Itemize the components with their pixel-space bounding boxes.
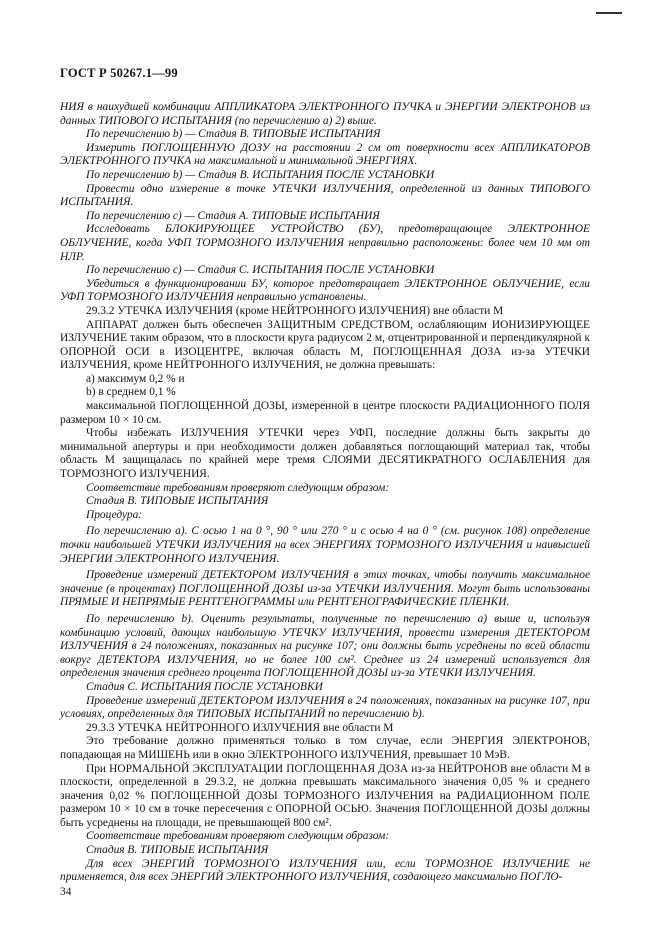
paragraph-interlock-verify: Убедиться в функционировании БУ, которое предотвращает ЭЛЕКТРОННОЕ ОБЛУЧЕНИЕ, если УФП ТОРМОЗНОГО ИЗЛУЧЕНИЯ неправильно установлены.	[60, 277, 590, 304]
paragraph-compliance-check-2: Соответствие требованиям проверяют следующим образом:	[86, 830, 390, 843]
section-heading-29-3-2: 29.3.2 УТЕЧКА ИЗЛУЧЕНИЯ (кроме НЕЙТРОННОГО ИЗЛУЧЕНИЯ) вне области М	[86, 304, 504, 317]
paragraph-compliance-check: Соответствие требованиям проверяют следующим образом:	[86, 481, 390, 494]
paragraph-procedure-a: По перечислению а). С осью 1 на 0 °, 90 ° или 270 ° и с осью 4 на 0 ° (см. рисунок 108) определение точки наибольшей УТЕЧКИ ИЗЛУЧЕНИЯ на всех ЭНЕРГИЯХ ТОРМОЗНОГО ИЗЛУЧЕНИЯ и наивысшей ЭНЕРГИИ ЭЛЕКТРОННОГО ИЗЛУЧЕНИЯ.	[60, 525, 590, 565]
paragraph-stage-a-type: По перечислению с) — Стадия А. ТИПОВЫЕ ИСПЫТАНИЯ	[86, 209, 380, 222]
paragraph-stage-c-install: По перечислению с) — Стадия С. ИСПЫТАНИЯ ПОСЛЕ УСТАНОВКИ	[86, 264, 435, 277]
paragraph-measurement-24: Проведение измерений ДЕТЕКТОРОМ ИЗЛУЧЕНИЯ в 24 положениях, показанных на рисунке 107, при условиях, определенных для ТИПОВЫХ ИСПЫТАНИЙ по перечислению b).	[60, 694, 590, 721]
top-rule	[596, 12, 622, 14]
page-body	[60, 101, 590, 885]
paragraph-shielding-requirement: АППАРАТ должен быть обеспечен ЗАЩИТНЫМ СРЕДСТВОМ, ослабляющим ИОНИЗИРУЮЩЕЕ ИЗЛУЧЕНИЕ таким образом, что в плоскости круга радиусом 2 м, отцентрированной и перпендикулярной к ОПОРНОЙ ОСИ в ИЗОЦЕНТРЕ, включая область М, ПОГЛОЩЕННАЯ ДОЗА из-за УТЕЧКИ ИЗЛУЧЕНИЯ, кроме НЕЙТРОННОГО ИЗЛУЧЕНИЯ, не должна превышать:	[60, 318, 590, 372]
paragraph-neutron-limit: При НОРМАЛЬНОЙ ЭКСПЛУАТАЦИИ ПОГЛОЩЕННАЯ ДОЗА из-за НЕЙТРОНОВ вне области М в плоскости, определенной в 29.3.2, не должна превышать максимального значения 0,05 % и среднего значения 0,02 % ПОГЛОЩЕННОЙ ДОЗЫ ТОРМОЗНОГО ИЗЛУЧЕНИЯ на РАДИАЦИОННОМ ПОЛЕ размером 10 × 10 см в точке пересечения с ОПОРНОЙ ОСЬЮ. Значения ПОГЛОЩЕННОЙ ДОЗЫ должны быть усреднены на площади, не превышающей 800 см².	[60, 762, 590, 829]
paragraph-measure-dose: Измерить ПОГЛОЩЕННУЮ ДОЗУ на расстоянии 2 см от поверхности всех АППЛИКАТОРОВ ЭЛЕКТРОННОГО ПУЧКА на максимальной и минимальной ЭНЕРГИЯХ.	[60, 141, 590, 168]
paragraph-continuation: НИЯ в наихудшей комбинации АППЛИКАТОРА ЭЛЕКТРОННОГО ПУЧКА и ЭНЕРГИИ ЭЛЕКТРОНОВ из данных ТИПОВОГО ИСПЫТАНИЯ (по перечислению а) 2) выше.	[60, 101, 590, 127]
paragraph-stage-c-install-2: Стадия С. ИСПЫТАНИЯ ПОСЛЕ УСТАНОВКИ	[86, 680, 323, 693]
paragraph-procedure-b: По перечислению b). Оценить результаты, полученные по перечислению а) выше и, используя комбинацию условий, дающих наибольшую УТЕЧКУ ИЗЛУЧЕНИЯ, провести измерения ДЕТЕКТОРОМ ИЗЛУЧЕНИЯ в 24 положениях, показанных на рисунке 107; они должны быть усреднены по всей области вокруг ДЕТЕКТОРА ИЗЛУЧЕНИЯ, но не более 100 см². Среднее из 24 измерений используется для определения значения среднего процента ПОГЛОЩЕННОЙ ДОЗЫ из-за УТЕЧКИ ИЗЛУЧЕНИЯ.	[60, 612, 590, 680]
paragraph-stage-b-install: По перечислению b) — Стадия В. ИСПЫТАНИЯ ПОСЛЕ УСТАНОВКИ	[86, 168, 435, 181]
paragraph-energies: Для всех ЭНЕРГИЙ ТОРМОЗНОГО ИЗЛУЧЕНИЯ или, если ТОРМОЗНОЕ ИЗЛУЧЕНИЕ не применяется, для всех ЭНЕРГИЙ ЭЛЕКТРОННОГО ИЗЛУЧЕНИЯ, создающего максимально ПОГЛО-	[60, 857, 590, 884]
paragraph-stage-b-type: По перечислению b) — Стадия В. ТИПОВЫЕ ИСПЫТАНИЯ	[86, 128, 381, 141]
paragraph-leakage-avoidance: Чтобы избежать ИЗЛУЧЕНИЯ УТЕЧКИ через УФП, последние должны быть закрыты до минимальной апертуры и при необходимости должен добавляться поглощающий материал так, чтобы область М защищалась по крайней мере тремя СЛОЯМИ ДЕСЯТИКРАТНОГО ОСЛАБЛЕНИЯ для ТОРМОЗНОГО ИЗЛУЧЕНИЯ.	[60, 427, 590, 481]
paragraph-single-measurement: Провести одно измерение в точке УТЕЧКИ ИЗЛУЧЕНИЯ, определенной из данных ТИПОВОГО ИСПЫТАНИЯ.	[60, 182, 590, 209]
list-item-b: b) в среднем 0,1 %	[86, 386, 176, 399]
paragraph-stage-b-type-2: Стадия В. ТИПОВЫЕ ИСПЫТАНИЯ	[86, 495, 269, 508]
paragraph-measurement-detector: Проведение измерений ДЕТЕКТОРОМ ИЗЛУЧЕНИЯ в этих точках, чтобы получить максимальное значение (в процентах) ПОГЛОЩЕННОЙ ДОЗЫ из-за УТЕЧКИ ИЗЛУЧЕНИЯ. Могут быть использованы ПРЯМЫЕ И НЕПРЯМЫЕ РЕНТГЕНОГРАММЫ или РЕНТГЕНОГРАФИЧЕСКИЕ ПЛЕНКИ.	[60, 569, 590, 609]
section-heading-29-3-3: 29.3.3 УТЕЧКА НЕЙТРОННОГО ИЗЛУЧЕНИЯ вне области М	[86, 721, 394, 734]
list-item-a: а) максимум 0,2 % и	[86, 372, 185, 385]
paragraph-max-dose: максимальной ПОГЛОЩЕННОЙ ДОЗЫ, измеренной в центре плоскости РАДИАЦИОННОГО ПОЛЯ размером 10 × 10 см.	[60, 400, 590, 426]
paragraph-interlock-check: Исследовать БЛОКИРУЮЩЕЕ УСТРОЙСТВО (БУ), предотвращающее ЭЛЕКТРОННОЕ ОБЛУЧЕНИЕ, когда УФП ТОРМОЗНОГО ИЗЛУЧЕНИЯ неправильно расположены: более чем 10 мм от НЛР.	[60, 223, 590, 263]
standard-header: ГОСТ Р 50267.1—99	[60, 66, 178, 80]
paragraph-neutron-applicability: Это требование должно применяться только в том случае, если ЭНЕРГИЯ ЭЛЕКТРОНОВ, попадающая на МИШЕНЬ или в окно ЭЛЕКТРОННОГО ИЗЛУЧЕНИЯ, превышает 10 МэВ.	[60, 735, 590, 761]
paragraph-stage-b-type-3: Стадия В. ТИПОВЫЕ ИСПЫТАНИЯ	[86, 844, 269, 857]
page-number: 34	[60, 886, 72, 898]
paragraph-procedure-label: Процедура:	[86, 508, 143, 521]
